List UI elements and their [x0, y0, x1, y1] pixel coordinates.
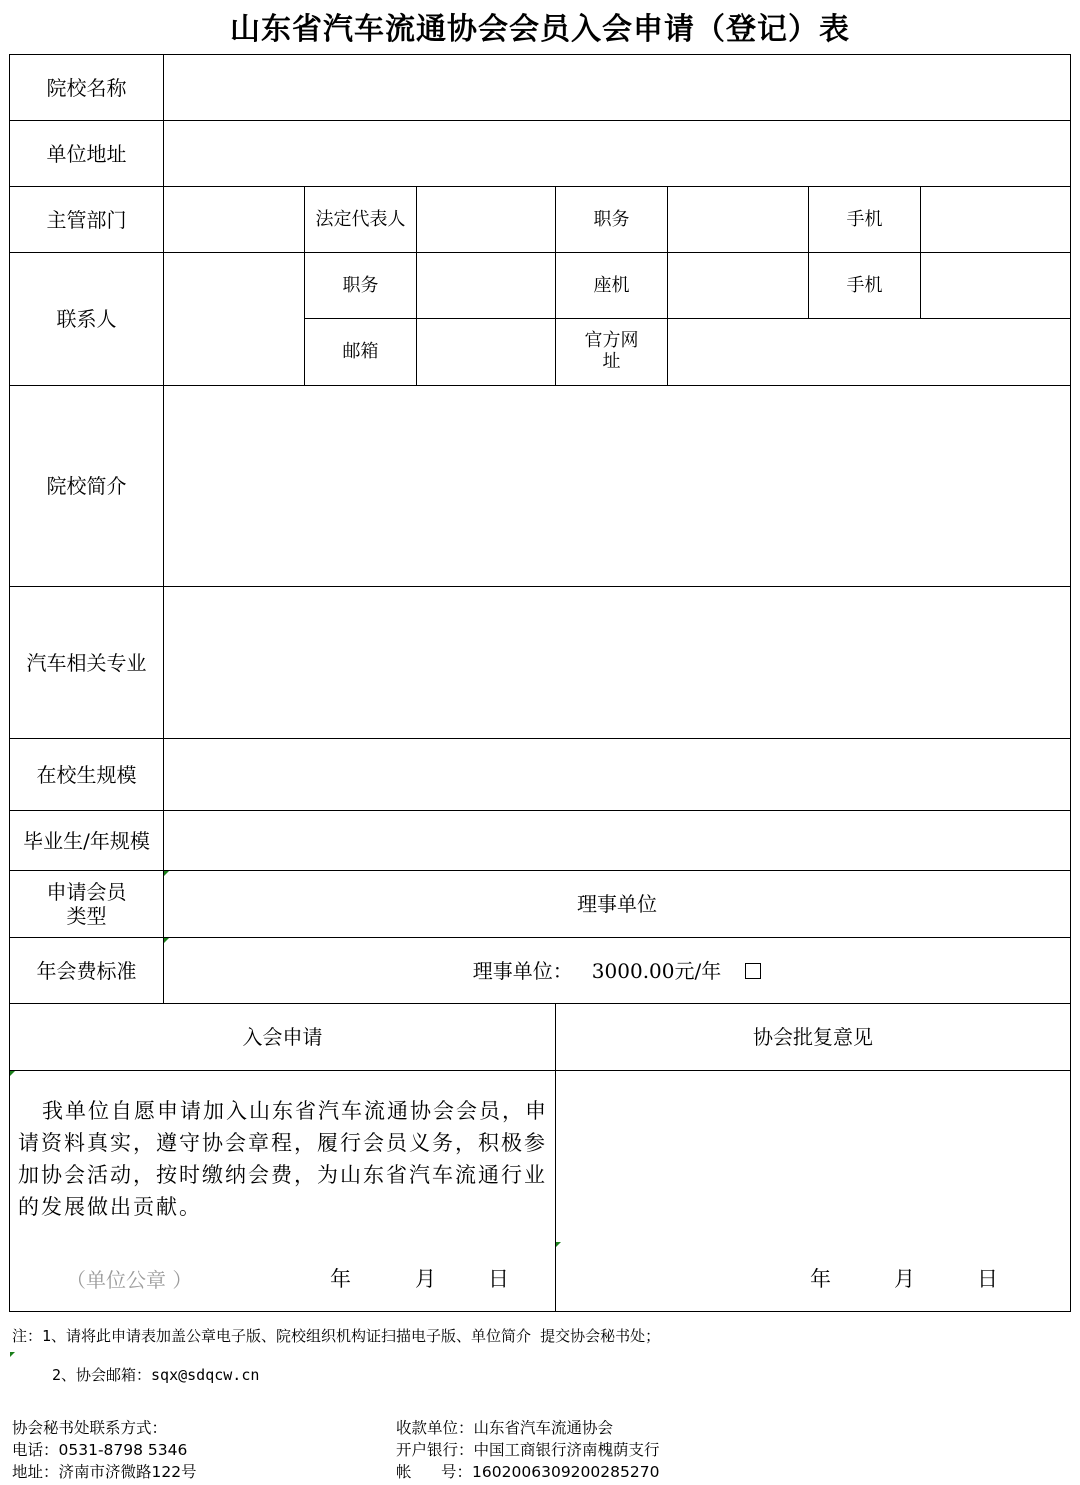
contact-field[interactable] — [163, 252, 305, 386]
secretariat-phone: 电话：0531-8798 5346 — [12, 1441, 188, 1459]
legal-rep-label: 法定代表人 — [304, 186, 417, 253]
approval-day: 日 — [977, 1266, 998, 1291]
payee: 收款单位：山东省汽车流通协会 — [396, 1419, 614, 1437]
majors-label: 汽车相关专业 — [9, 586, 164, 739]
cell-marker — [164, 871, 169, 876]
contact-position-label: 职务 — [304, 252, 417, 319]
secretariat-address: 地址：济南市济微路122号 — [12, 1463, 197, 1481]
application-form — [9, 54, 1071, 1312]
mobile-field[interactable] — [920, 186, 1071, 253]
fee-value: 理事单位： 3000.00元/年 — [472, 958, 722, 983]
member-type-label: 申请会员类型 — [9, 870, 164, 938]
contact-mobile-label: 手机 — [808, 252, 921, 319]
application-section — [9, 1070, 556, 1312]
note-1: 注：1、请将此申请表加盖公章电子版、院校组织机构证扫描电子版、单位简介 提交协会秘书处； — [12, 1327, 661, 1345]
position-label: 职务 — [555, 186, 668, 253]
contact-label: 联系人 — [9, 252, 164, 386]
landline-label: 座机 — [555, 252, 668, 319]
cell-marker — [556, 1242, 561, 1247]
form-title: 山东省汽车流通协会会员入会申请（登记）表 — [230, 12, 850, 47]
address-field[interactable] — [163, 120, 1071, 187]
fee-cell — [163, 937, 1071, 1004]
school-name-label: 院校名称 — [9, 54, 164, 121]
email-label: 邮箱 — [304, 318, 417, 386]
approval-header: 协会批复意见 — [555, 1003, 1071, 1071]
cell-marker — [164, 938, 169, 943]
department-field[interactable] — [163, 186, 305, 253]
fee-label: 年会费标准 — [9, 937, 164, 1004]
application-month: 月 — [415, 1266, 436, 1291]
enrollment-label: 在校生规模 — [9, 738, 164, 811]
application-statement: 我单位自愿申请加入山东省汽车流通协会会员，申请资料真实，遵守协会章程，履行会员义务，积极参加协会活动，按时缴纳会费，为山东省汽车流通行业的发展做出贡献。 — [18, 1099, 548, 1219]
account: 帐 号：1602006309200285270 — [396, 1463, 660, 1481]
email-field[interactable] — [416, 318, 556, 386]
approval-section[interactable] — [555, 1070, 1071, 1312]
enrollment-field[interactable] — [163, 738, 1071, 811]
graduates-label: 毕业生/年规模 — [9, 810, 164, 871]
majors-field[interactable] — [163, 586, 1071, 739]
intro-field[interactable] — [163, 385, 1071, 587]
address-label: 单位地址 — [9, 120, 164, 187]
application-day: 日 — [488, 1266, 509, 1291]
member-type-value: 理事单位 — [163, 870, 1071, 938]
note-2: 2、协会邮箱：sqx@sdqcw.cn — [52, 1366, 260, 1384]
school-name-field[interactable] — [163, 54, 1071, 121]
cell-marker — [10, 1071, 15, 1076]
secretariat-heading: 协会秘书处联系方式： — [12, 1419, 168, 1437]
mobile-label: 手机 — [808, 186, 921, 253]
contact-position-field[interactable] — [416, 252, 556, 319]
landline-field[interactable] — [667, 252, 809, 319]
approval-year: 年 — [810, 1266, 831, 1291]
website-label: 官方网址 — [555, 318, 668, 386]
intro-label: 院校简介 — [9, 385, 164, 587]
seal-placeholder: （单位公章 ） — [66, 1268, 193, 1292]
fee-checkbox[interactable] — [745, 963, 761, 979]
position-field[interactable] — [667, 186, 809, 253]
legal-rep-field[interactable] — [416, 186, 556, 253]
department-label: 主管部门 — [9, 186, 164, 253]
approval-month: 月 — [894, 1266, 915, 1291]
contact-mobile-field[interactable] — [920, 252, 1071, 319]
cell-marker — [10, 1352, 15, 1357]
application-year: 年 — [330, 1266, 351, 1291]
bank: 开户银行：中国工商银行济南槐荫支行 — [396, 1441, 660, 1459]
website-field[interactable] — [667, 318, 1071, 386]
application-header: 入会申请 — [9, 1003, 556, 1071]
graduates-field[interactable] — [163, 810, 1071, 871]
